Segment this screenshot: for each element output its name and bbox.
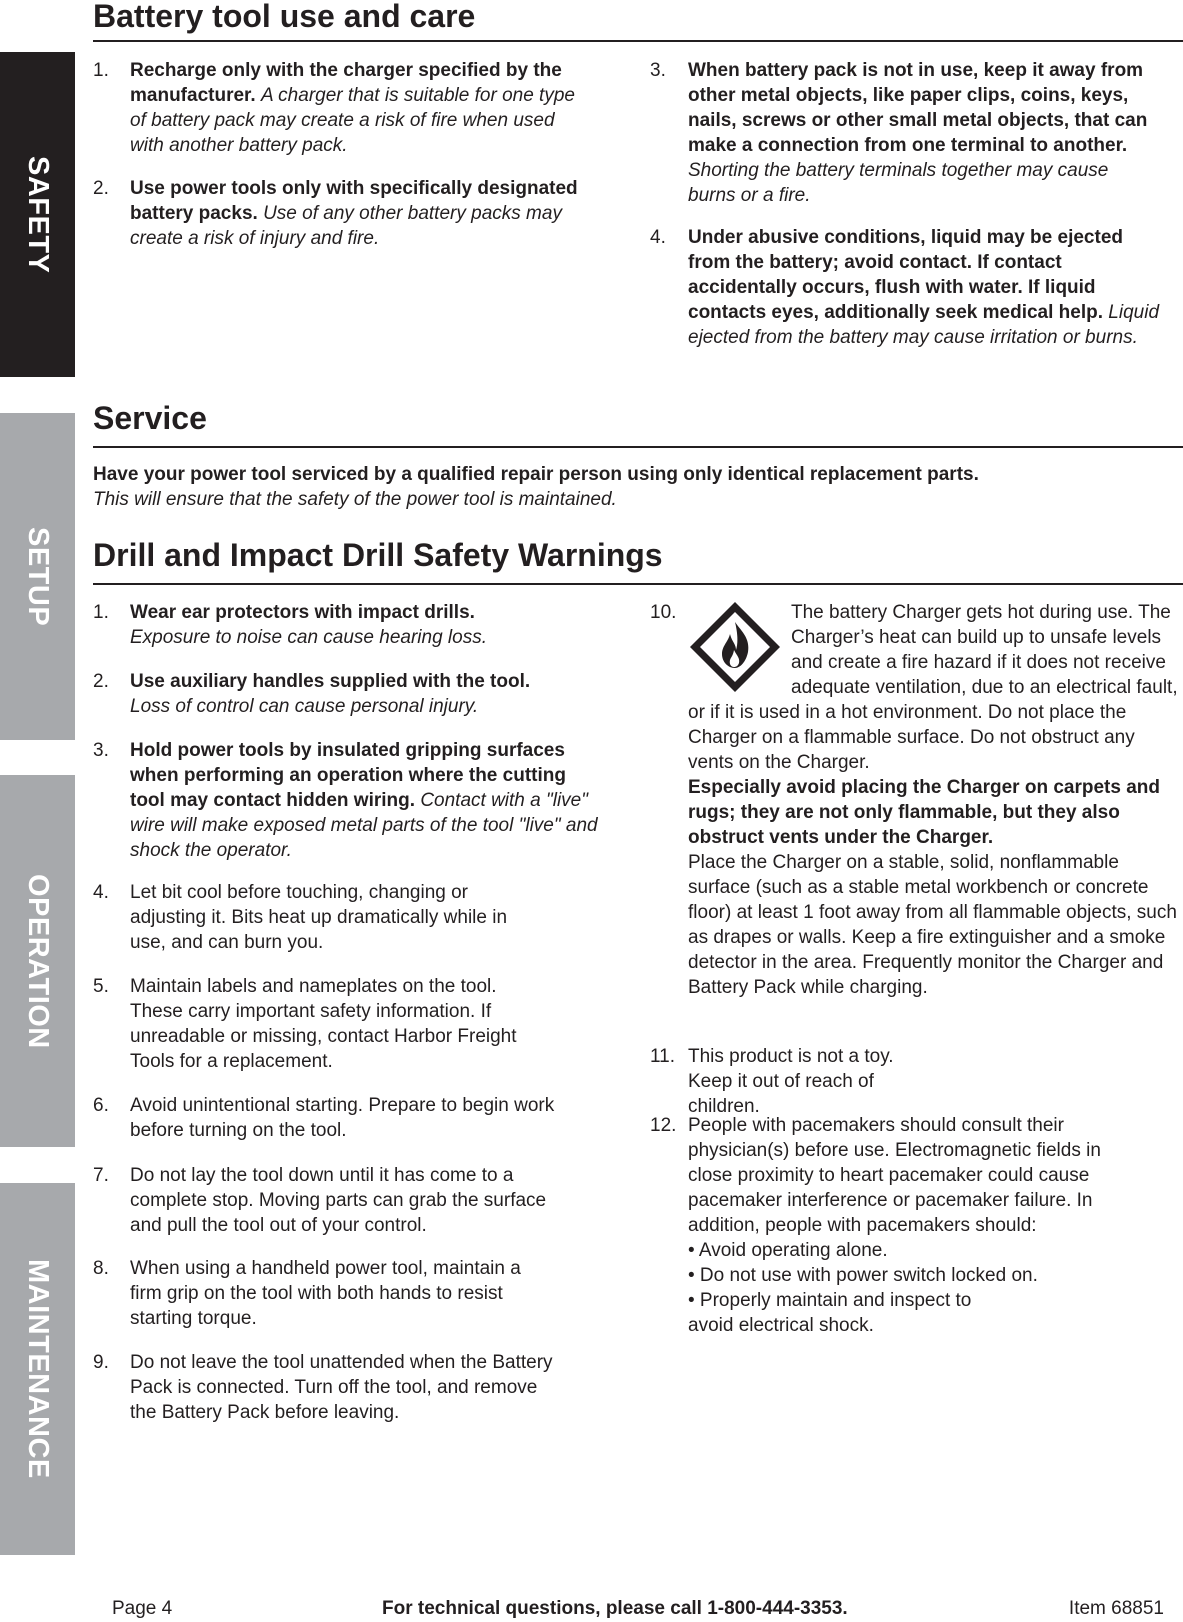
drill-section-title: Drill and Impact Drill Safety Warnings (93, 537, 663, 573)
service-section-title: Service (93, 400, 207, 436)
battery-item-1 (93, 58, 593, 158)
drill-item-4-text: Let bit cool before touching, changing or adjusting it. Bits heat up dramatically while in use, and can burn you. (130, 882, 508, 953)
service-bold: Have your power tool serviced by a qualified repair person using only identical replacement parts. (93, 464, 979, 485)
drill-item-11-text: This product is not a toy. Keep it out of reach of children. (688, 1046, 894, 1117)
drill-item-7 (93, 1163, 563, 1238)
item-number: 6. (93, 1095, 109, 1116)
battery-section-rule (93, 40, 1183, 42)
drill-item-6-text: Avoid unintentional starting. Prepare to begin work before turning on the tool. (130, 1095, 555, 1141)
drill-item-12-bullet-2: • Do not use with power switch locked on. (688, 1265, 1038, 1286)
item-number: 3. (650, 60, 666, 81)
tab-maintenance-label: MAINTENANCE (22, 1259, 54, 1479)
item-number: 5. (93, 976, 109, 997)
item-number: 3. (93, 740, 109, 761)
battery-item-4-bold: Under abusive conditions, liquid may be ejected from the battery; avoid contact. If contact accidentally occurs, flush with water. If liquid contacts eyes, additionally seek medical help. (688, 227, 1123, 323)
battery-item-3 (650, 58, 1160, 208)
item-number: 11. (650, 1046, 676, 1067)
tab-maintenance[interactable] (0, 1183, 75, 1555)
item-number: 9. (93, 1352, 109, 1373)
drill-item-8 (93, 1256, 523, 1331)
battery-item-2-italic: Use of any other battery packs may create a risk of injury and fire. (130, 203, 562, 249)
battery-item-3-bold: When battery pack is not in use, keep it away from other metal objects, like paper clips, coins, keys, nails, screws or other small metal objects, that can make a connection from one terminal to another. (688, 60, 1148, 156)
drill-item-2-bold: Use auxiliary handles supplied with the tool. (130, 671, 531, 692)
drill-item-3-bold: Hold power tools by insulated gripping surfaces when performing an operation where the cutting tool may contact hidden wiring. (130, 740, 566, 811)
drill-item-3-italic: Contact with a "live" wire will make exposed metal parts of the tool "live" and shock the operator. (130, 790, 598, 861)
drill-item-11 (650, 1044, 1150, 1119)
battery-item-1-italic: A charger that is suitable for one type of battery pack may create a risk of fire when used with another battery pack. (130, 85, 575, 156)
battery-item-4 (650, 225, 1160, 350)
drill-section-rule (93, 583, 1183, 585)
item-number: 2. (93, 671, 109, 692)
drill-item-12-bullet-3: • Properly maintain and inspect to avoid electrical shock. (688, 1290, 972, 1336)
item-number: 10. (650, 602, 677, 623)
drill-item-10 (650, 600, 1183, 1000)
drill-item-1 (93, 600, 603, 650)
tab-setup[interactable] (0, 413, 75, 740)
drill-item-8-text: When using a handheld power tool, maintain a firm grip on the tool with both hands to resist starting torque. (130, 1258, 521, 1329)
item-number: 4. (650, 227, 666, 248)
drill-item-10-text-a: The battery Charger gets hot during use. The Charger’s heat can build up to unsafe levels and create a fire hazard if it does not receive adequate ventilation, due to an electrical fault, or if it is used in a hot environment. Do not place the Charger on a flammable surface. Do not obstruct any vents on the Charger. (688, 602, 1178, 773)
service-text (93, 462, 1173, 512)
tab-setup-label: SETUP (22, 526, 54, 627)
item-number: 2. (93, 178, 109, 199)
tab-safety[interactable] (0, 52, 75, 377)
item-number: 4. (93, 882, 109, 903)
drill-item-5-text: Maintain labels and nameplates on the tool. These carry important safety information. If unreadable or missing, contact Harbor Freight Tools for a replacement. (130, 976, 517, 1072)
drill-item-9-text: Do not leave the tool unattended when the Battery Pack is connected. Turn off the tool, and remove the Battery Pack before leaving. (130, 1352, 553, 1423)
drill-item-1-italic: Exposure to noise can cause hearing loss. (130, 627, 487, 648)
service-italic: This will ensure that the safety of the power tool is maintained. (93, 489, 617, 510)
tab-operation-label: OPERATION (22, 873, 54, 1049)
tab-operation[interactable] (0, 775, 75, 1147)
drill-item-12-text: People with pacemakers should consult their physician(s) before use. Electromagnetic fields in close proximity to heart pacemaker could cause pacemaker interference or pacemaker failure. In addition, people with pacemakers should: (688, 1115, 1101, 1236)
item-number: 8. (93, 1258, 109, 1279)
drill-item-2-italic: Loss of control can cause personal injury. (130, 696, 479, 717)
service-section-rule (93, 446, 1183, 448)
drill-item-4 (93, 880, 513, 955)
item-number: 1. (93, 60, 109, 81)
battery-item-2 (93, 176, 593, 251)
drill-item-1-bold: Wear ear protectors with impact drills. (130, 602, 475, 623)
battery-item-4-italic: Liquid ejected from the battery may cause irritation or burns. (688, 302, 1160, 348)
battery-section-title: Battery tool use and care (93, 0, 476, 34)
footer-page-number: Page 4 (112, 1598, 173, 1619)
item-number: 1. (93, 602, 109, 623)
battery-item-2-bold: Use power tools only with specifically designated battery packs. (130, 178, 578, 224)
tab-safety-label: SAFETY (22, 155, 54, 274)
footer-item-number: Item 68851 (1068, 1598, 1164, 1619)
drill-item-12-bullet-1: • Avoid operating alone. (688, 1240, 888, 1261)
battery-item-1-bold: Recharge only with the charger specified by the manufacturer. (130, 60, 562, 106)
item-number: 7. (93, 1165, 109, 1186)
drill-item-10-bold: Especially avoid placing the Charger on carpets and rugs; they are not only flammable, but they also obstruct vents under the Charger. (688, 777, 1160, 848)
drill-item-2 (93, 669, 603, 719)
drill-item-6 (93, 1093, 593, 1143)
drill-item-9 (93, 1350, 553, 1425)
drill-item-5 (93, 974, 553, 1074)
drill-item-7-text: Do not lay the tool down until it has come to a complete stop. Moving parts can grab the surface and pull the tool out of your control. (130, 1165, 547, 1236)
item-number: 12. (650, 1115, 677, 1136)
footer-phone: For technical questions, please call 1-800-444-3353. (382, 1598, 848, 1619)
drill-item-12 (650, 1113, 1160, 1338)
drill-item-10-text-b: Place the Charger on a stable, solid, nonflammable surface (such as a stable metal workbench or concrete floor) at least 1 foot away from all flammable objects, such as drapes or walls. Keep a fire extinguisher and a smoke detector in the area. Frequently monitor the Charger and Battery Pack while charging. (688, 852, 1177, 998)
battery-item-3-italic: Shorting the battery terminals together may cause burns or a fire. (688, 160, 1109, 206)
drill-item-3 (93, 738, 603, 863)
